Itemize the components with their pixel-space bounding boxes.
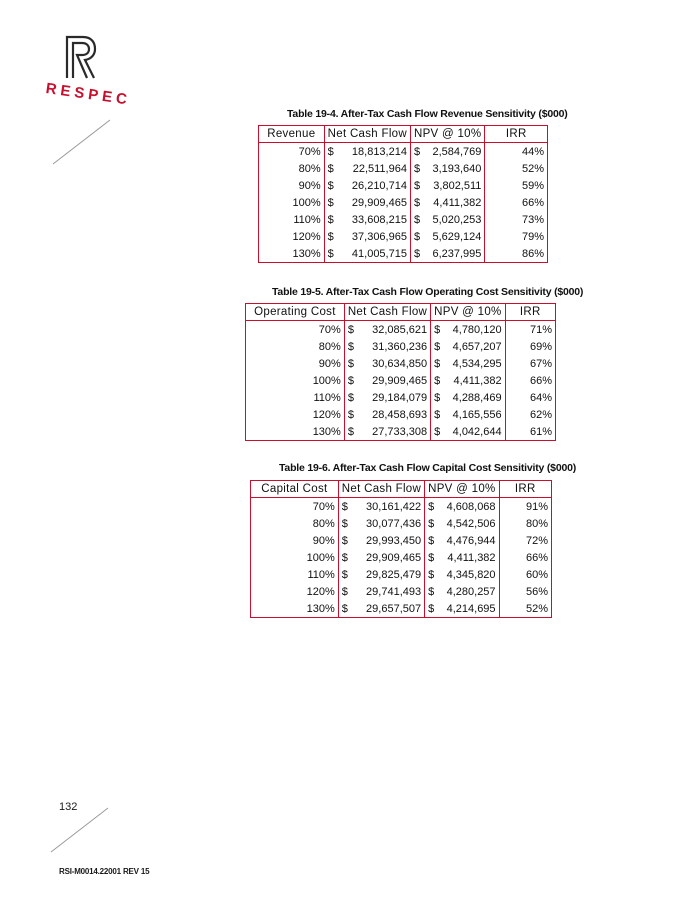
npv-cell xyxy=(410,177,484,194)
sensitivity-percent: 80% xyxy=(246,338,345,355)
net-cash-flow-cell xyxy=(324,160,410,177)
sensitivity-percent: 90% xyxy=(251,532,339,549)
npv-value: 6,237,995 xyxy=(432,247,482,260)
npv-value: 4,345,820 xyxy=(446,568,496,581)
npv-value: 4,280,257 xyxy=(446,585,496,598)
npv-value: 3,802,511 xyxy=(433,179,482,192)
table-row xyxy=(251,498,552,516)
net-cash-flow-value: 18,813,214 xyxy=(351,145,407,158)
currency-symbol: $ xyxy=(327,247,334,260)
irr-value: 66% xyxy=(505,372,555,389)
currency-symbol: $ xyxy=(327,230,334,243)
npv-cell xyxy=(425,549,499,566)
sensitivity-percent: 130% xyxy=(246,423,345,441)
currency-symbol: $ xyxy=(347,340,354,353)
table-row xyxy=(246,406,556,423)
table-caption: Table 19-4. After-Tax Cash Flow Revenue Sensitivity ($000) xyxy=(287,108,568,120)
table-row xyxy=(246,321,556,339)
currency-symbol: $ xyxy=(341,602,348,615)
net-cash-flow-value: 32,085,621 xyxy=(372,323,428,336)
table-caption: Table 19-6. After-Tax Cash Flow Capital Cost Sensitivity ($000) xyxy=(279,462,577,474)
npv-value: 3,193,640 xyxy=(432,162,482,175)
npv-value: 4,476,944 xyxy=(446,534,496,547)
sensitivity-percent: 130% xyxy=(259,245,325,263)
npv-value: 4,780,120 xyxy=(452,323,502,336)
currency-symbol: $ xyxy=(341,500,348,513)
currency-symbol: $ xyxy=(347,357,354,370)
net-cash-flow-value: 22,511,964 xyxy=(352,162,407,175)
decorative-slash xyxy=(52,118,112,166)
capital-cost-sensitivity-table xyxy=(250,480,552,618)
net-cash-flow-cell xyxy=(344,355,430,372)
currency-symbol: $ xyxy=(347,408,354,421)
npv-cell xyxy=(431,355,505,372)
net-cash-flow-cell xyxy=(338,566,424,583)
npv-cell xyxy=(425,583,499,600)
npv-value: 4,042,644 xyxy=(452,425,502,438)
currency-symbol: $ xyxy=(347,425,354,438)
net-cash-flow-cell xyxy=(338,532,424,549)
npv-cell xyxy=(410,160,484,177)
irr-value: 91% xyxy=(499,498,551,516)
npv-value: 4,534,295 xyxy=(452,357,502,370)
npv-cell xyxy=(431,372,505,389)
currency-symbol: $ xyxy=(434,323,441,336)
irr-value: 72% xyxy=(499,532,551,549)
sensitivity-percent: 80% xyxy=(259,160,325,177)
net-cash-flow-cell xyxy=(338,583,424,600)
table-row xyxy=(251,515,552,532)
page-number: 132 xyxy=(59,801,78,813)
npv-cell xyxy=(431,423,505,441)
npv-value: 4,608,068 xyxy=(446,500,496,513)
currency-symbol: $ xyxy=(428,500,435,513)
irr-value: 64% xyxy=(505,389,555,406)
table-row xyxy=(246,372,556,389)
table-row xyxy=(246,338,556,355)
npv-value: 4,657,207 xyxy=(452,340,502,353)
currency-symbol: $ xyxy=(341,585,348,598)
sensitivity-percent: 120% xyxy=(259,228,325,245)
currency-symbol: $ xyxy=(428,602,435,615)
currency-symbol: $ xyxy=(428,551,435,564)
column-header: Operating Cost xyxy=(246,304,345,321)
table-row xyxy=(259,143,548,161)
column-header: Capital Cost xyxy=(251,481,339,498)
irr-value: 86% xyxy=(485,245,548,263)
document-code: RSI-M0014.22001 REV 15 xyxy=(59,867,150,876)
net-cash-flow-value: 30,161,422 xyxy=(366,500,422,513)
table-row xyxy=(259,211,548,228)
currency-symbol: $ xyxy=(327,213,334,226)
column-header: Net Cash Flow xyxy=(344,304,430,321)
table-row xyxy=(259,160,548,177)
currency-symbol: $ xyxy=(428,585,435,598)
currency-symbol: $ xyxy=(434,340,441,353)
currency-symbol: $ xyxy=(341,517,348,530)
net-cash-flow-cell xyxy=(344,406,430,423)
currency-symbol: $ xyxy=(434,391,441,404)
net-cash-flow-value: 29,993,450 xyxy=(366,534,422,547)
currency-symbol: $ xyxy=(327,179,334,192)
currency-symbol: $ xyxy=(347,391,354,404)
net-cash-flow-value: 31,360,236 xyxy=(372,340,428,353)
net-cash-flow-cell xyxy=(338,515,424,532)
npv-cell xyxy=(425,515,499,532)
net-cash-flow-cell xyxy=(324,143,410,161)
net-cash-flow-cell xyxy=(344,321,430,339)
currency-symbol: $ xyxy=(347,323,354,336)
net-cash-flow-cell xyxy=(338,549,424,566)
net-cash-flow-value: 29,657,507 xyxy=(366,602,422,615)
table-row xyxy=(251,532,552,549)
irr-value: 44% xyxy=(485,143,548,161)
column-header: IRR xyxy=(499,481,551,498)
table-row xyxy=(246,389,556,406)
currency-symbol: $ xyxy=(434,408,441,421)
net-cash-flow-value: 29,184,079 xyxy=(372,391,428,404)
net-cash-flow-value: 33,608,215 xyxy=(351,213,407,226)
column-header: IRR xyxy=(505,304,555,321)
npv-cell xyxy=(410,211,484,228)
sensitivity-percent: 120% xyxy=(246,406,345,423)
operating-cost-sensitivity-table xyxy=(245,303,556,441)
sensitivity-percent: 110% xyxy=(251,566,339,583)
column-header: Revenue xyxy=(259,126,325,143)
net-cash-flow-cell xyxy=(344,389,430,406)
net-cash-flow-value: 29,741,493 xyxy=(366,585,422,598)
net-cash-flow-value: 30,634,850 xyxy=(372,357,428,370)
irr-value: 66% xyxy=(499,549,551,566)
net-cash-flow-cell xyxy=(324,228,410,245)
currency-symbol: $ xyxy=(327,196,334,209)
table-row xyxy=(251,549,552,566)
column-header: NPV @ 10% xyxy=(425,481,499,498)
currency-symbol: $ xyxy=(413,213,421,226)
currency-symbol: $ xyxy=(434,425,441,438)
respec-wordmark: RESPEC xyxy=(44,80,132,109)
irr-value: 62% xyxy=(505,406,555,423)
table-row xyxy=(246,423,556,441)
currency-symbol: $ xyxy=(341,534,348,547)
currency-symbol: $ xyxy=(428,517,435,530)
net-cash-flow-cell xyxy=(324,245,410,263)
npv-value: 4,214,695 xyxy=(446,602,496,615)
sensitivity-percent: 100% xyxy=(259,194,325,211)
currency-symbol: $ xyxy=(413,247,421,260)
table-row xyxy=(246,355,556,372)
sensitivity-percent: 70% xyxy=(251,498,339,516)
irr-value: 79% xyxy=(485,228,548,245)
npv-cell xyxy=(431,321,505,339)
currency-symbol: $ xyxy=(327,145,334,158)
table-row xyxy=(259,245,548,263)
table-row xyxy=(251,583,552,600)
net-cash-flow-cell xyxy=(338,600,424,618)
column-header: NPV @ 10% xyxy=(431,304,505,321)
npv-cell xyxy=(410,143,484,161)
irr-value: 73% xyxy=(485,211,548,228)
npv-value: 2,584,769 xyxy=(432,145,482,158)
table-row xyxy=(259,177,548,194)
irr-value: 66% xyxy=(485,194,548,211)
net-cash-flow-cell xyxy=(324,211,410,228)
npv-value: 5,020,253 xyxy=(432,213,482,226)
respec-logo xyxy=(44,34,132,114)
irr-value: 59% xyxy=(485,177,548,194)
currency-symbol: $ xyxy=(341,568,348,581)
irr-value: 52% xyxy=(499,600,551,618)
currency-symbol: $ xyxy=(347,374,354,387)
npv-value: 4,411,382 xyxy=(447,551,496,564)
currency-symbol: $ xyxy=(434,357,441,370)
npv-cell xyxy=(425,498,499,516)
net-cash-flow-value: 30,077,436 xyxy=(366,517,422,530)
sensitivity-percent: 100% xyxy=(251,549,339,566)
irr-value: 67% xyxy=(505,355,555,372)
irr-value: 71% xyxy=(505,321,555,339)
currency-symbol: $ xyxy=(413,162,421,175)
net-cash-flow-cell xyxy=(344,338,430,355)
decorative-slash xyxy=(50,806,110,854)
currency-symbol: $ xyxy=(413,230,421,243)
net-cash-flow-cell xyxy=(344,423,430,441)
irr-value: 52% xyxy=(485,160,548,177)
npv-value: 4,542,506 xyxy=(446,517,496,530)
net-cash-flow-cell xyxy=(344,372,430,389)
sensitivity-percent: 80% xyxy=(251,515,339,532)
currency-symbol: $ xyxy=(428,534,435,547)
column-header: Net Cash Flow xyxy=(338,481,424,498)
sensitivity-percent: 70% xyxy=(259,143,325,161)
table-row xyxy=(259,228,548,245)
net-cash-flow-value: 28,458,693 xyxy=(372,408,428,421)
revenue-sensitivity-table xyxy=(258,125,548,263)
net-cash-flow-value: 29,825,479 xyxy=(366,568,422,581)
net-cash-flow-cell xyxy=(324,177,410,194)
npv-cell xyxy=(425,532,499,549)
currency-symbol: $ xyxy=(413,196,421,209)
currency-symbol: $ xyxy=(413,179,421,192)
net-cash-flow-value: 26,210,714 xyxy=(351,179,407,192)
currency-symbol: $ xyxy=(413,145,421,158)
sensitivity-percent: 90% xyxy=(259,177,325,194)
sensitivity-percent: 120% xyxy=(251,583,339,600)
npv-cell xyxy=(431,338,505,355)
npv-cell xyxy=(425,566,499,583)
currency-symbol: $ xyxy=(341,551,348,564)
irr-value: 56% xyxy=(499,583,551,600)
sensitivity-percent: 100% xyxy=(246,372,345,389)
npv-value: 5,629,124 xyxy=(432,230,482,243)
currency-symbol: $ xyxy=(428,568,435,581)
currency-symbol: $ xyxy=(327,162,334,175)
net-cash-flow-value: 41,005,715 xyxy=(351,247,407,260)
sensitivity-percent: 130% xyxy=(251,600,339,618)
npv-value: 4,411,382 xyxy=(433,196,482,209)
column-header: IRR xyxy=(485,126,548,143)
net-cash-flow-value: 29,909,465 xyxy=(366,551,422,564)
table-row xyxy=(251,566,552,583)
net-cash-flow-value: 29,909,465 xyxy=(351,196,407,209)
net-cash-flow-cell xyxy=(338,498,424,516)
npv-cell xyxy=(410,194,484,211)
table-row xyxy=(259,194,548,211)
irr-value: 80% xyxy=(499,515,551,532)
sensitivity-percent: 110% xyxy=(259,211,325,228)
column-header: Net Cash Flow xyxy=(324,126,410,143)
irr-value: 61% xyxy=(505,423,555,441)
npv-value: 4,165,556 xyxy=(452,408,502,421)
currency-symbol: $ xyxy=(434,374,441,387)
npv-cell xyxy=(425,600,499,618)
sensitivity-percent: 110% xyxy=(246,389,345,406)
net-cash-flow-value: 27,733,308 xyxy=(372,425,428,438)
table-row xyxy=(251,600,552,618)
net-cash-flow-cell xyxy=(324,194,410,211)
net-cash-flow-value: 29,909,465 xyxy=(372,374,428,387)
irr-value: 69% xyxy=(505,338,555,355)
npv-cell xyxy=(431,389,505,406)
npv-cell xyxy=(431,406,505,423)
sensitivity-percent: 70% xyxy=(246,321,345,339)
irr-value: 60% xyxy=(499,566,551,583)
sensitivity-percent: 90% xyxy=(246,355,345,372)
npv-value: 4,411,382 xyxy=(453,374,502,387)
column-header: NPV @ 10% xyxy=(410,126,484,143)
npv-value: 4,288,469 xyxy=(452,391,502,404)
npv-cell xyxy=(410,245,484,263)
npv-cell xyxy=(410,228,484,245)
table-caption: Table 19-5. After-Tax Cash Flow Operating Cost Sensitivity ($000) xyxy=(272,286,584,298)
net-cash-flow-value: 37,306,965 xyxy=(351,230,407,243)
respec-monogram-icon xyxy=(63,34,99,80)
